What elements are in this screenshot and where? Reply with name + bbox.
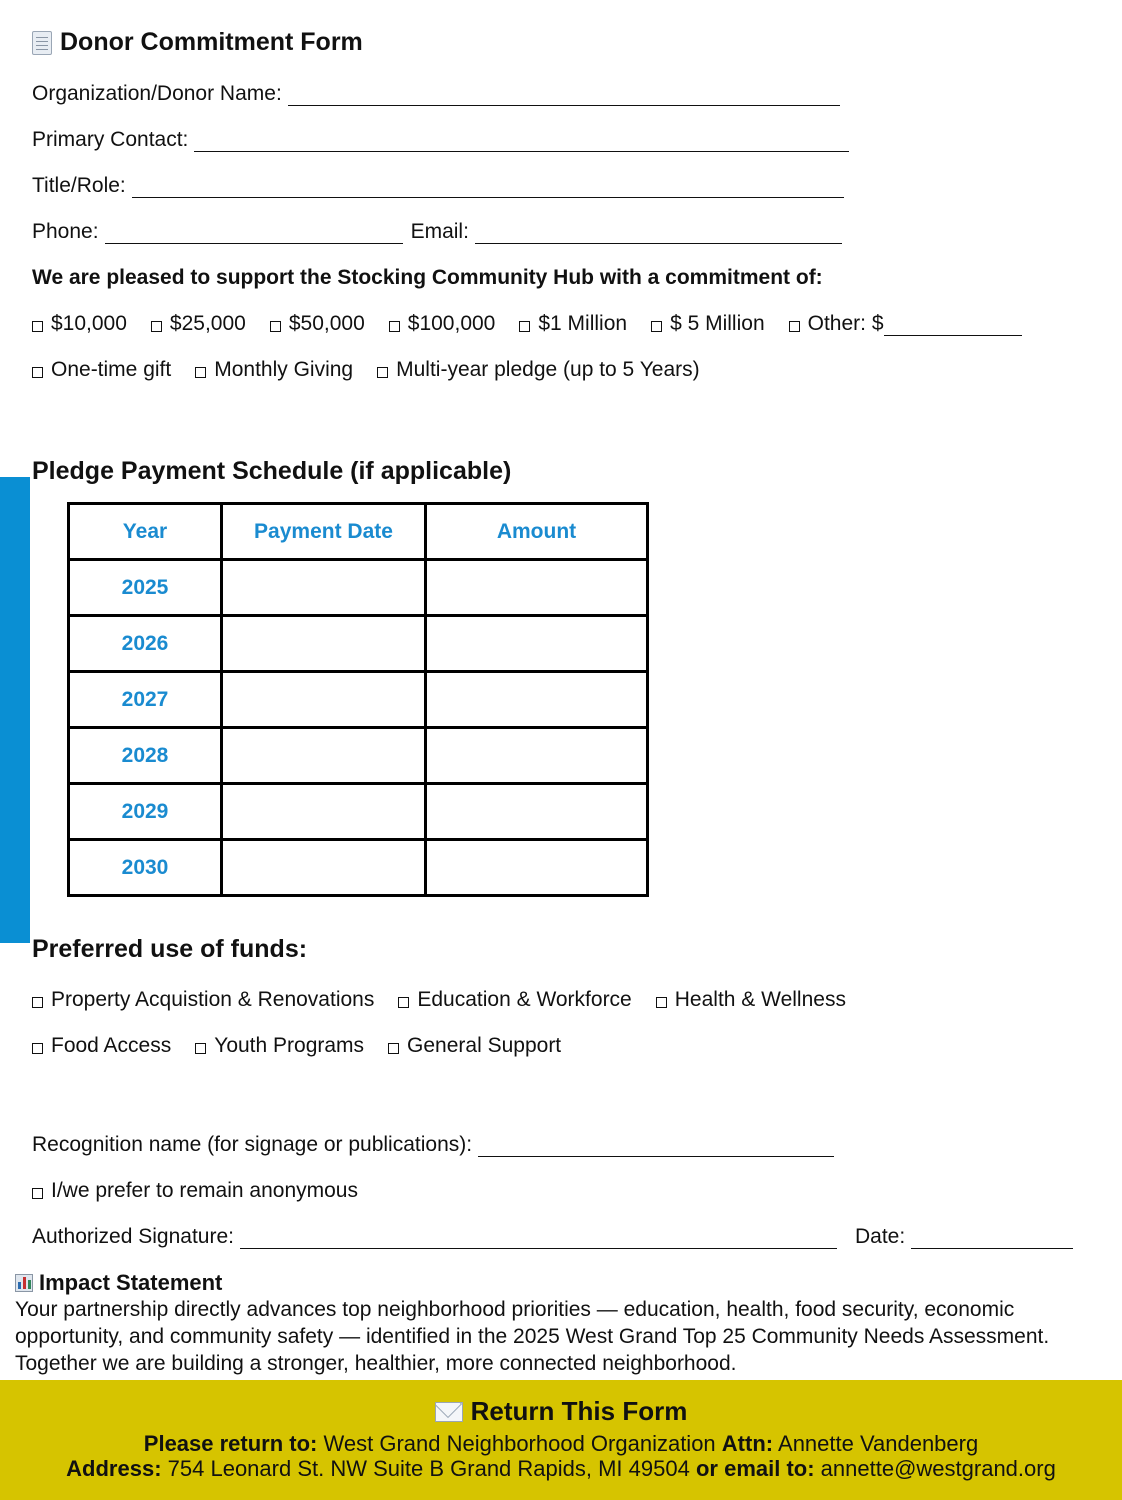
table-row [69,616,648,672]
recognition-name-input[interactable] [478,1134,834,1157]
year-cell: 2029 [69,784,222,840]
anonymous-option[interactable] [32,1179,382,1203]
amount-option[interactable]: $10,000 [32,312,127,336]
amount-cell[interactable] [426,672,648,728]
return-to-line: Please return to: West Grand Neighborhood Organization Attn: Annette Vandenberg [143,1431,979,1456]
org-name-field [32,82,840,106]
gift-type-options [32,358,724,382]
org-name-label: Organization/Donor Name: [32,82,282,105]
signature-label: Authorized Signature: [32,1225,234,1248]
title-role-field [32,174,844,198]
payment-date-cell[interactable] [222,616,426,672]
date-input[interactable] [911,1226,1073,1249]
date-label: Date: [854,1225,906,1248]
fund-option[interactable]: Food Access [32,1034,171,1058]
gift-type-option[interactable]: One-time gift [32,358,171,382]
envelope-icon [435,1402,463,1422]
checkbox[interactable] [388,1043,399,1054]
impact-title-text: Impact Statement [39,1270,223,1295]
recognition-name-field [32,1133,834,1157]
impact-title [15,1270,222,1296]
checkbox[interactable] [32,367,43,378]
table-header-row [69,504,648,560]
form-title-text: Donor Commitment Form [60,28,363,56]
year-cell: 2026 [69,616,222,672]
funds-options-row-1 [32,988,870,1012]
checkbox[interactable] [32,997,43,1008]
checkbox[interactable] [789,321,800,332]
amount-cell[interactable] [426,560,648,616]
amount-option[interactable]: $25,000 [151,312,246,336]
document-icon [32,31,52,55]
org-name-input[interactable] [288,83,840,106]
payment-date-cell[interactable] [222,728,426,784]
commitment-intro: We are pleased to support the Stocking Community Hub with a commitment of: [32,266,823,289]
primary-contact-field [32,128,849,152]
primary-contact-label: Primary Contact: [32,128,189,151]
checkbox[interactable] [32,1188,43,1199]
other-amount-input[interactable] [884,313,1022,336]
checkbox[interactable] [398,997,409,1008]
amount-option-other[interactable]: Other: $ [789,312,1022,336]
payment-date-cell[interactable] [222,672,426,728]
title-role-label: Title/Role: [32,174,126,197]
signature-input[interactable] [240,1226,837,1249]
fund-option[interactable]: Education & Workforce [398,988,631,1012]
email-label: Email: [410,220,469,243]
address-line: Address: 754 Leonard St. NW Suite B Grand Rapids, MI 49504 or email to: annette@westgrand.org [66,1456,1056,1481]
checkbox[interactable] [377,367,388,378]
anonymous-label: I/we prefer to remain anonymous [51,1179,358,1202]
email-input[interactable] [475,221,842,244]
checkbox[interactable] [519,321,530,332]
recognition-name-label: Recognition name (for signage or publications): [32,1133,473,1156]
gift-type-option[interactable]: Monthly Giving [195,358,353,382]
amount-options [32,312,1022,336]
checkbox[interactable] [651,321,662,332]
year-cell: 2025 [69,560,222,616]
amount-option[interactable]: $50,000 [270,312,365,336]
year-cell: 2030 [69,840,222,896]
fund-option[interactable]: Youth Programs [195,1034,364,1058]
gift-type-option[interactable]: Multi-year pledge (up to 5 Years) [377,358,700,382]
phone-label: Phone: [32,220,99,243]
payment-date-cell[interactable] [222,840,426,896]
form-title [32,28,363,57]
amount-cell[interactable] [426,616,648,672]
column-header: Payment Date [222,504,426,560]
checkbox[interactable] [270,321,281,332]
email-link[interactable]: annette@westgrand.org [820,1456,1056,1481]
primary-contact-input[interactable] [194,129,849,152]
amount-option[interactable]: $1 Million [519,312,627,336]
table-row [69,728,648,784]
accent-bar [0,477,30,943]
year-cell: 2027 [69,672,222,728]
phone-email-field [32,220,842,244]
checkbox[interactable] [389,321,400,332]
checkbox[interactable] [151,321,162,332]
amount-cell[interactable] [426,728,648,784]
table-row [69,560,648,616]
year-cell: 2028 [69,728,222,784]
funds-options-row-2 [32,1034,585,1058]
bar-chart-icon [15,1274,33,1292]
phone-input[interactable] [105,221,403,244]
fund-option[interactable]: Property Acquistion & Renovations [32,988,374,1012]
signature-field [32,1225,1073,1249]
checkbox[interactable] [32,321,43,332]
schedule-title: Pledge Payment Schedule (if applicable) [32,457,512,485]
amount-cell[interactable] [426,840,648,896]
table-row [69,840,648,896]
checkbox[interactable] [32,1043,43,1054]
checkbox[interactable] [656,997,667,1008]
column-header: Amount [426,504,648,560]
fund-option[interactable]: Health & Wellness [656,988,846,1012]
column-header: Year [69,504,222,560]
amount-option[interactable]: $100,000 [389,312,496,336]
funds-title: Preferred use of funds: [32,935,308,963]
return-form-footer [0,1380,1122,1500]
footer-title [0,1396,1122,1427]
amount-cell[interactable] [426,784,648,840]
fund-option[interactable]: General Support [388,1034,561,1058]
table-row [69,672,648,728]
payment-schedule-table [67,502,649,897]
impact-text: Your partnership directly advances top neighborhood priorities — education, health, food security, economic opportunity, and community safety — identified in the 2025 West Grand Top 25 Community Needs Assessment. Together we are building a stronger, healthier, more connected neighborhood. [15,1298,1050,1375]
payment-date-cell[interactable] [222,784,426,840]
checkbox[interactable] [195,367,206,378]
amount-option[interactable]: $ 5 Million [651,312,765,336]
footer-title-text: Return This Form [470,1396,688,1426]
title-role-input[interactable] [132,175,844,198]
checkbox[interactable] [195,1043,206,1054]
table-row [69,784,648,840]
payment-date-cell[interactable] [222,560,426,616]
